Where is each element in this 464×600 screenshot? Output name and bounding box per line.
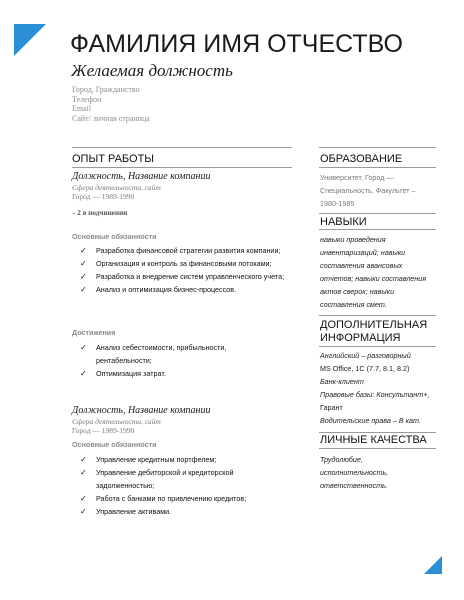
skills-top-rule [319,213,436,214]
list-item: ✓ Управление кредитным портфелем; [80,455,217,464]
check-icon: ✓ [80,343,87,352]
full-name: ФАМИЛИЯ ИМЯ ОТЧЕСТВО [70,30,403,58]
personal-bottom-rule [319,448,436,449]
job-reports: - 2 в подчинении [73,209,128,217]
experience-bottom-rule [72,167,292,168]
contact-phone: Телефон [72,94,102,104]
additional-list [320,349,445,427]
job-title: Должность, Название компании [72,405,211,416]
job-dates: Город — 1989-1990 [72,192,135,201]
corner-triangle-bottom-right [424,556,442,574]
job-title: Должность, Название компании [72,171,211,182]
additional-item: Водительские права – В кат. [320,416,421,425]
check-icon: ✓ [80,285,87,294]
list-item: ✓ Управление активами. [80,507,172,516]
check-icon: ✓ [80,369,87,378]
contact-site: Сайт/ личная страница [72,113,150,123]
check-icon: ✓ [80,455,87,464]
list-item: ✓ Организация и контроль за финансовыми потоками; [80,259,272,268]
duties-list [72,453,282,518]
check-icon: ✓ [80,494,87,503]
list-item: ✓ Управление дебиторской и кредиторской задолженностью; [80,468,234,490]
experience-heading: ОПЫТ РАБОТЫ [72,153,155,165]
check-icon: ✓ [80,272,87,281]
check-icon: ✓ [80,468,87,477]
contact-email: Email [72,104,92,113]
additional-top-rule [319,315,436,316]
achievements-label: Достижения [72,328,116,337]
additional-bottom-rule [319,346,436,347]
skills-text: навыки проведения инвентаризаций; навыки составления авансовых отчетов; навыки составления актов сверок; навыки составления смет. [320,235,427,309]
job-field: Сфера деятельности, сайт [72,183,161,192]
skills-bottom-rule [319,229,436,230]
contacts-block [72,85,150,123]
duties-label: Основные обязанности [72,232,157,241]
list-item: ✓ Разработка финансовой стратегии развития компании; [80,246,281,255]
personal-top-rule [319,432,436,433]
check-icon: ✓ [80,507,87,516]
check-icon: ✓ [80,259,87,268]
additional-item: Банк-клиент [320,377,364,386]
additional-heading: ДОПОЛНИТЕЛЬНАЯ ИНФОРМАЦИЯ [320,319,428,344]
education-heading: ОБРАЗОВАНИЕ [320,153,403,165]
education-text: Университет, Город — Специальность, Факультет – 1980-1985 [320,173,416,208]
education-bottom-rule [319,167,436,168]
list-item: ✓ Анализ себестоимости, прибыльности, рентабельности; [80,343,227,365]
achievements-list [72,341,272,380]
additional-item: Гарант [320,403,343,412]
additional-item: Английский – разговорный [320,351,411,360]
list-item: ✓ Анализ и оптимизация бизнес-процессов. [80,285,237,294]
additional-item: Правовые базы: Консультант+, [320,390,430,399]
additional-item: MS Office, 1С (7.7, 8.1, 8.2) [320,364,410,373]
personal-heading: ЛИЧНЫЕ КАЧЕСТВА [320,434,427,446]
corner-triangle-top-left [14,24,46,56]
desired-position: Желаемая должность [71,61,233,80]
duties-label: Основные обязанности [72,440,157,449]
job-dates: Город — 1989-1990 [72,426,135,435]
job-field: Сфера деятельности, сайт [72,417,161,426]
personal-text: Трудолюбие, исполнительность, ответственность. [320,455,389,490]
skills-heading: НАВЫКИ [320,216,367,228]
duties-list [72,244,294,296]
list-item: ✓ Оптимизация затрат. [80,369,166,378]
education-top-rule [319,147,436,148]
list-item: ✓ Разработка и внедрение систем управленческого учета; [80,272,285,281]
experience-top-rule [72,147,292,148]
check-icon: ✓ [80,246,87,255]
list-item: ✓ Работа с банками по привлечению кредитов; [80,494,247,503]
contact-city: Город, Гражданство [72,85,140,94]
